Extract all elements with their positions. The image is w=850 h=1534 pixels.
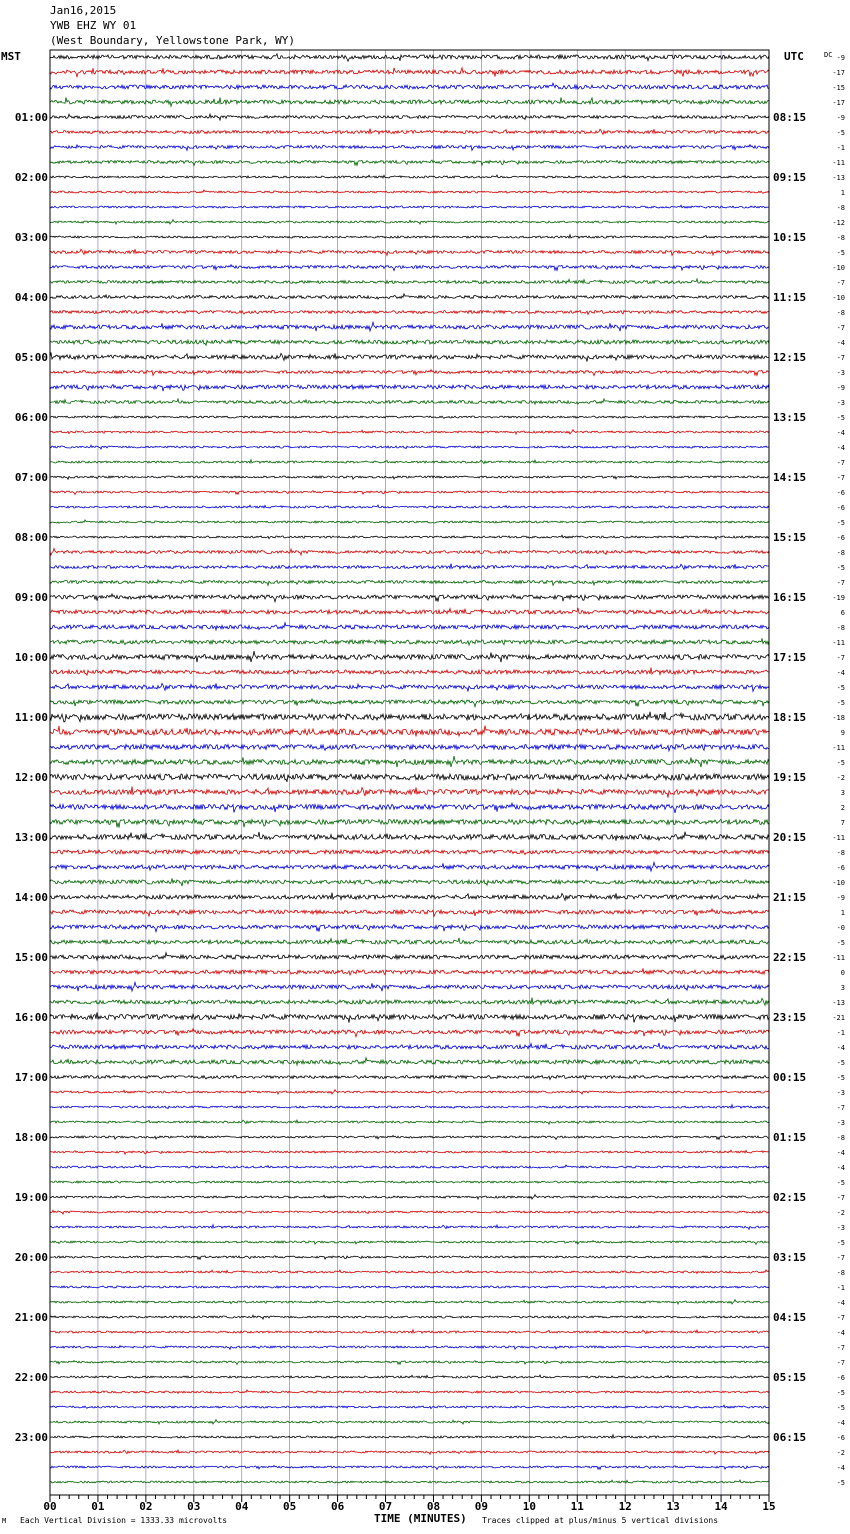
trace-62	[50, 968, 769, 975]
trace-5	[50, 114, 769, 120]
trace-17	[50, 294, 769, 299]
mst-hour-04:00: 04:00	[14, 291, 48, 304]
x-tick-label-02: 02	[139, 1500, 153, 1513]
utc-hour-05:15: 05:15	[773, 1371, 807, 1384]
trace-50	[50, 786, 769, 797]
trace-31	[50, 505, 769, 509]
trace-63	[50, 982, 769, 991]
trace-47	[50, 745, 769, 751]
trace-32	[50, 520, 769, 523]
dc-offset-30: -6	[836, 489, 845, 497]
dc-offset-16: -7	[836, 279, 845, 287]
dc-offset-90: -5	[836, 1389, 845, 1397]
x-tick-label-03: 03	[187, 1500, 201, 1513]
trace-56	[50, 878, 769, 886]
trace-11	[50, 205, 769, 208]
dc-offset-40: -11	[832, 639, 845, 647]
dc-offset-44: -5	[836, 699, 845, 707]
dc-offset-93: -6	[836, 1434, 845, 1442]
trace-86	[50, 1330, 769, 1334]
dc-offset-86: -4	[836, 1329, 845, 1337]
mst-hour-21:00: 21:00	[14, 1311, 48, 1324]
mst-hour-22:00: 22:00	[14, 1371, 48, 1384]
trace-91	[50, 1405, 769, 1408]
dc-offset-38: 6	[840, 609, 845, 617]
dc-offset-13: -8	[836, 234, 845, 242]
mst-hour-14:00: 14:00	[14, 891, 48, 904]
trace-84	[50, 1300, 769, 1305]
dc-offset-29: -7	[836, 474, 845, 482]
dc-offset-76: -5	[836, 1179, 845, 1187]
dc-offset-87: -7	[836, 1344, 845, 1352]
trace-48	[50, 756, 769, 767]
dc-offset-53: -11	[832, 834, 845, 842]
dc-offset-80: -5	[836, 1239, 845, 1247]
dc-offset-58: 1	[840, 909, 845, 917]
trace-20	[50, 340, 769, 345]
trace-36	[50, 580, 769, 586]
trace-16	[50, 279, 769, 284]
dc-offset-54: -8	[836, 849, 845, 857]
dc-offset-95: -4	[836, 1464, 845, 1472]
clip-note: Traces clipped at plus/minus 5 vertical divisions	[482, 1516, 719, 1525]
x-tick-label-05: 05	[283, 1500, 297, 1513]
dc-offset-70: -3	[836, 1089, 845, 1097]
utc-label: UTC	[784, 50, 804, 63]
utc-hour-21:15: 21:15	[773, 891, 807, 904]
trace-22	[50, 370, 769, 376]
trace-34	[50, 549, 769, 556]
trace-27	[50, 445, 769, 449]
scale-note: Each Vertical Division = 1333.33 microvolts	[20, 1516, 228, 1525]
trace-71	[50, 1105, 769, 1109]
mst-label: MST	[1, 50, 21, 63]
dc-offset-61: -11	[832, 954, 845, 962]
mst-hour-13:00: 13:00	[14, 831, 48, 844]
header-location: (West Boundary, Yellowstone Park, WY)	[50, 34, 296, 47]
dc-offset-21: -7	[836, 354, 845, 362]
trace-21	[50, 353, 769, 362]
trace-40	[50, 638, 769, 645]
utc-hour-20:15: 20:15	[773, 831, 807, 844]
trace-53	[50, 832, 769, 841]
trace-4	[50, 97, 769, 106]
trace-7	[50, 145, 769, 151]
trace-89	[50, 1375, 769, 1378]
x-tick-label-12: 12	[618, 1500, 632, 1513]
dc-offset-74: -4	[836, 1149, 845, 1157]
dc-offset-69: -5	[836, 1074, 845, 1082]
dc-offset-94: -2	[836, 1449, 845, 1457]
utc-hour-01:15: 01:15	[773, 1131, 807, 1144]
mst-hour-17:00: 17:00	[14, 1071, 48, 1084]
dc-offset-46: 9	[840, 729, 845, 737]
dc-offset-27: -4	[836, 444, 845, 452]
trace-85	[50, 1315, 769, 1319]
dc-offset-39: -8	[836, 624, 845, 632]
plot-labels	[15, 51, 845, 1513]
dc-offset-26: -4	[836, 429, 845, 437]
dc-offset-56: -10	[832, 879, 845, 887]
dc-offset-79: -3	[836, 1224, 845, 1232]
trace-46	[50, 726, 769, 737]
trace-45	[50, 712, 769, 722]
trace-54	[50, 850, 769, 855]
x-tick-label-15: 15	[762, 1500, 776, 1513]
x-tick-label-11: 11	[570, 1500, 584, 1513]
trace-65	[50, 1012, 769, 1022]
dc-offset-8: -11	[832, 159, 845, 167]
trace-25	[50, 416, 769, 418]
dc-offset-32: -5	[836, 519, 845, 527]
mst-hour-07:00: 07:00	[14, 471, 48, 484]
dc-offset-91: -5	[836, 1404, 845, 1412]
dc-offset-73: -8	[836, 1134, 845, 1142]
dc-offset-15: -10	[832, 264, 845, 272]
dc-offset-82: -8	[836, 1269, 845, 1277]
dc-offset-11: -8	[836, 204, 845, 212]
dc-offset-42: -4	[836, 669, 845, 677]
trace-18	[50, 311, 769, 315]
trace-38	[50, 608, 769, 614]
utc-hour-14:15: 14:15	[773, 471, 807, 484]
dc-offset-55: -6	[836, 864, 845, 872]
dc-offset-52: 7	[840, 819, 845, 827]
x-tick-label-10: 10	[522, 1500, 536, 1513]
x-axis-label: TIME (MINUTES)	[374, 1512, 467, 1525]
trace-42	[50, 668, 769, 676]
utc-hour-13:15: 13:15	[773, 411, 807, 424]
dc-offset-24: -3	[836, 399, 845, 407]
trace-8	[50, 160, 769, 165]
dc-offset-3: -15	[832, 84, 845, 92]
trace-82	[50, 1270, 769, 1274]
dc-offset-10: 1	[840, 189, 845, 197]
trace-24	[50, 399, 769, 404]
utc-hour-19:15: 19:15	[773, 771, 807, 784]
utc-hour-03:15: 03:15	[773, 1251, 807, 1264]
trace-41	[50, 651, 769, 662]
dc-offset-85: -7	[836, 1314, 845, 1322]
trace-72	[50, 1120, 769, 1124]
dc-offset-71: -7	[836, 1104, 845, 1112]
trace-80	[50, 1241, 769, 1245]
dc-offset-78: -2	[836, 1209, 845, 1217]
dc-offset-36: -7	[836, 579, 845, 587]
trace-77	[50, 1195, 769, 1200]
utc-hour-11:15: 11:15	[773, 291, 807, 304]
mst-hour-16:00: 16:00	[14, 1011, 48, 1024]
dc-offset-89: -6	[836, 1374, 845, 1382]
utc-hour-18:15: 18:15	[773, 711, 807, 724]
trace-19	[50, 322, 769, 331]
dc-offset-83: -1	[836, 1284, 845, 1292]
dc-offset-9: -13	[832, 174, 845, 182]
mst-hour-09:00: 09:00	[14, 591, 48, 604]
dc-header: DC	[824, 51, 833, 59]
trace-96	[50, 1480, 769, 1483]
dc-offset-96: -5	[836, 1479, 845, 1487]
header-date: Jan16,2015	[50, 4, 117, 17]
utc-hour-10:15: 10:15	[773, 231, 807, 244]
dc-offset-5: -9	[836, 114, 845, 122]
utc-hour-23:15: 23:15	[773, 1011, 807, 1024]
x-tick-label-08: 08	[426, 1500, 441, 1513]
mst-hour-03:00: 03:00	[14, 231, 48, 244]
trace-28	[50, 460, 769, 464]
trace-95	[50, 1466, 769, 1470]
utc-hour-16:15: 16:15	[773, 591, 807, 604]
trace-78	[50, 1210, 769, 1214]
dc-offset-17: -10	[832, 294, 845, 302]
trace-23	[50, 384, 769, 392]
dc-offset-81: -7	[836, 1254, 845, 1262]
trace-93	[50, 1435, 769, 1439]
dc-offset-20: -4	[836, 339, 845, 347]
trace-43	[50, 683, 769, 691]
trace-57	[50, 893, 769, 901]
trace-14	[50, 249, 769, 255]
trace-74	[50, 1150, 769, 1154]
dc-offset-6: -5	[836, 129, 845, 137]
trace-2	[50, 68, 769, 77]
trace-33	[50, 535, 769, 539]
dc-offset-84: -4	[836, 1299, 845, 1307]
x-tick-label-14: 14	[714, 1500, 728, 1513]
trace-30	[50, 491, 769, 495]
x-tick-label-04: 04	[235, 1500, 249, 1513]
mst-hour-10:00: 10:00	[14, 651, 48, 664]
utc-hour-17:15: 17:15	[773, 651, 807, 664]
dc-offset-41: -7	[836, 654, 845, 662]
utc-hour-04:15: 04:15	[773, 1311, 807, 1324]
dc-offset-35: -5	[836, 564, 845, 572]
dc-offset-18: -8	[836, 309, 845, 317]
trace-69	[50, 1076, 769, 1080]
seismic-traces	[50, 54, 769, 1483]
trace-75	[50, 1165, 769, 1169]
trace-59	[50, 925, 769, 932]
dc-offset-25: -5	[836, 414, 845, 422]
mst-hour-20:00: 20:00	[14, 1251, 48, 1264]
dc-offset-68: -5	[836, 1059, 845, 1067]
trace-26	[50, 430, 769, 435]
trace-66	[50, 1029, 769, 1037]
utc-hour-00:15: 00:15	[773, 1071, 807, 1084]
trace-10	[50, 190, 769, 194]
mst-hour-05:00: 05:00	[14, 351, 48, 364]
dc-offset-50: 3	[840, 789, 845, 797]
dc-offset-22: -3	[836, 369, 845, 377]
dc-offset-23: -9	[836, 384, 845, 392]
trace-60	[50, 938, 769, 944]
trace-6	[50, 129, 769, 135]
dc-offset-65: -21	[832, 1014, 845, 1022]
dc-offset-12: -12	[832, 219, 845, 227]
utc-hour-15:15: 15:15	[773, 531, 807, 544]
mst-hour-06:00: 06:00	[14, 411, 48, 424]
mst-hour-19:00: 19:00	[14, 1191, 48, 1204]
trace-87	[50, 1346, 769, 1350]
dc-offset-7: -1	[836, 144, 845, 152]
trace-58	[50, 909, 769, 917]
trace-49	[50, 774, 769, 782]
trace-3	[50, 83, 769, 89]
mst-hour-12:00: 12:00	[14, 771, 48, 784]
dc-offset-72: -3	[836, 1119, 845, 1127]
dc-offset-75: -4	[836, 1164, 845, 1172]
dc-offset-31: -6	[836, 504, 845, 512]
dc-offset-48: -5	[836, 759, 845, 767]
x-tick-label-13: 13	[666, 1500, 680, 1513]
trace-81	[50, 1256, 769, 1260]
x-tick-label-00: 00	[43, 1500, 57, 1513]
trace-68	[50, 1058, 769, 1065]
dc-offset-88: -7	[836, 1359, 845, 1367]
trace-83	[50, 1286, 769, 1288]
dc-offset-34: -8	[836, 549, 845, 557]
trace-35	[50, 564, 769, 570]
dc-offset-51: 2	[840, 804, 845, 812]
trace-13	[50, 235, 769, 239]
utc-hour-02:15: 02:15	[773, 1191, 807, 1204]
dc-offset-33: -6	[836, 534, 845, 542]
dc-offset-37: -19	[832, 594, 845, 602]
dc-offset-45: -18	[832, 714, 845, 722]
mst-hour-11:00: 11:00	[14, 711, 48, 724]
dc-offset-92: -4	[836, 1419, 845, 1427]
trace-37	[50, 594, 769, 602]
dc-offset-66: -1	[836, 1029, 845, 1037]
trace-79	[50, 1225, 769, 1230]
dc-offset-1: -9	[836, 54, 845, 62]
mst-hour-15:00: 15:00	[14, 951, 48, 964]
utc-hour-22:15: 22:15	[773, 951, 807, 964]
utc-hour-06:15: 06:15	[773, 1431, 807, 1444]
dc-offset-60: -5	[836, 939, 845, 947]
mst-hour-08:00: 08:00	[14, 531, 48, 544]
dc-offset-28: -7	[836, 459, 845, 467]
dc-offset-63: 3	[840, 984, 845, 992]
dc-offset-49: -2	[836, 774, 845, 782]
dc-offset-47: -11	[832, 744, 845, 752]
utc-hour-12:15: 12:15	[773, 351, 807, 364]
trace-64	[50, 998, 769, 1006]
x-tick-label-01: 01	[91, 1500, 105, 1513]
x-tick-label-09: 09	[474, 1500, 489, 1513]
trace-51	[50, 803, 769, 813]
trace-39	[50, 623, 769, 630]
trace-9	[50, 175, 769, 178]
dc-offset-64: -13	[832, 999, 845, 1007]
trace-94	[50, 1450, 769, 1454]
corner-mark: M	[2, 1517, 7, 1525]
dc-offset-19: -7	[836, 324, 845, 332]
mst-hour-02:00: 02:00	[14, 171, 48, 184]
trace-70	[50, 1090, 769, 1095]
trace-88	[50, 1361, 769, 1365]
header-station: YWB EHZ WY 01	[50, 19, 137, 32]
mst-hour-01:00: 01:00	[14, 111, 48, 124]
trace-73	[50, 1136, 769, 1140]
trace-55	[50, 862, 769, 871]
dc-offset-77: -7	[836, 1194, 845, 1202]
mst-hour-23:00: 23:00	[14, 1431, 48, 1444]
dc-offset-59: -0	[836, 924, 845, 932]
trace-15	[50, 265, 769, 271]
dc-offset-67: -4	[836, 1044, 845, 1052]
trace-76	[50, 1181, 769, 1184]
dc-offset-14: -5	[836, 249, 845, 257]
trace-29	[50, 476, 769, 480]
x-tick-label-07: 07	[378, 1500, 393, 1513]
trace-52	[50, 819, 769, 828]
utc-hour-09:15: 09:15	[773, 171, 807, 184]
trace-1	[50, 54, 769, 61]
trace-67	[50, 1043, 769, 1049]
trace-92	[50, 1420, 769, 1425]
dc-offset-2: -17	[832, 69, 845, 77]
dc-offset-43: -5	[836, 684, 845, 692]
utc-hour-08:15: 08:15	[773, 111, 807, 124]
trace-44	[50, 699, 769, 707]
mst-hour-18:00: 18:00	[14, 1131, 48, 1144]
dc-offset-57: -9	[836, 894, 845, 902]
x-tick-label-06: 06	[330, 1500, 345, 1513]
trace-12	[50, 220, 769, 225]
trace-90	[50, 1390, 769, 1394]
dc-offset-62: 0	[840, 969, 845, 977]
dc-offset-4: -17	[832, 99, 845, 107]
trace-61	[50, 953, 769, 960]
